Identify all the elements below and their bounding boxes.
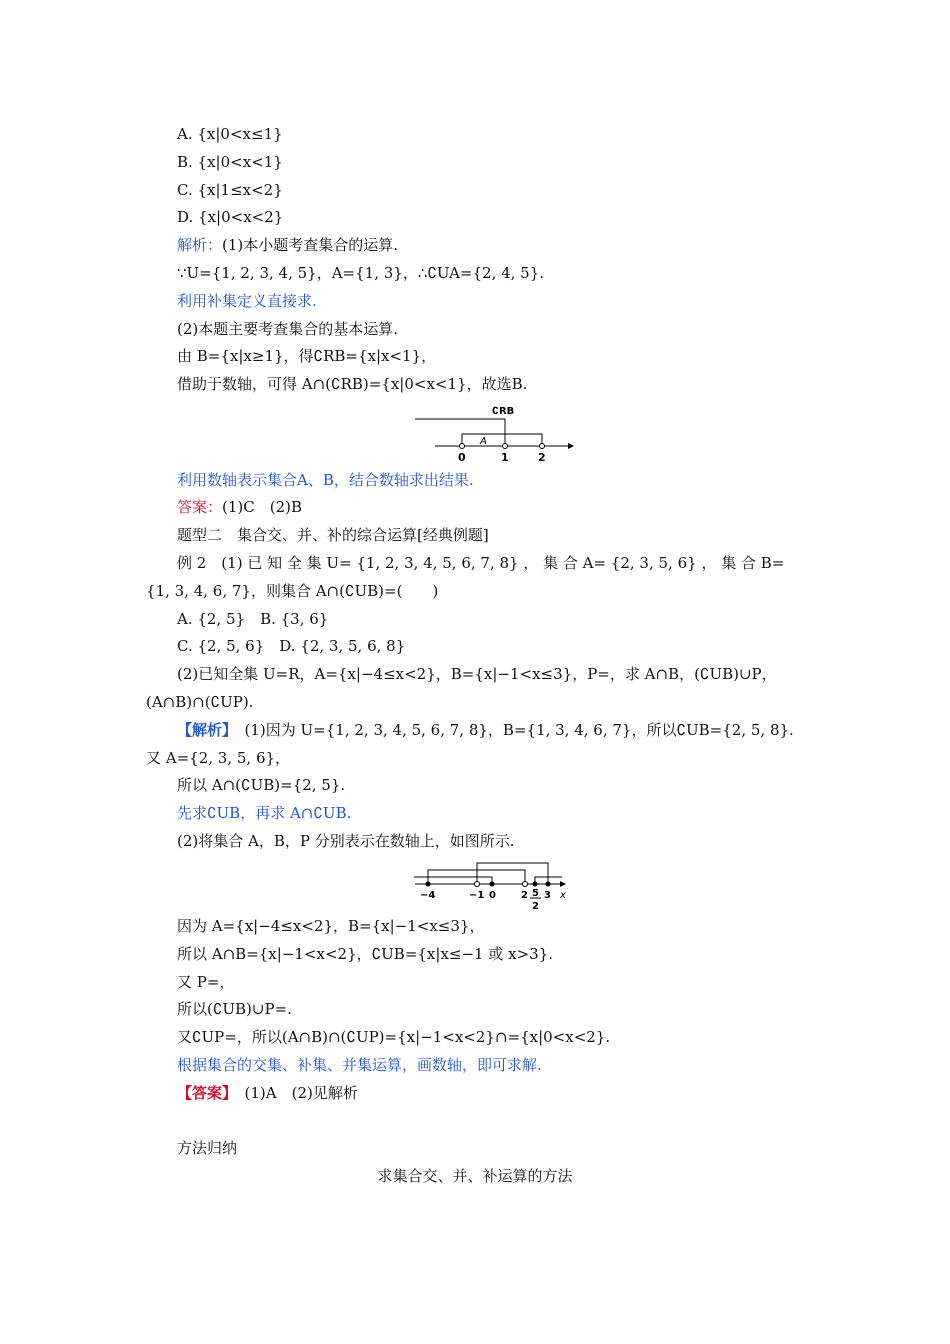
solution-2-tip1: 先求∁UB，再求 A∩∁UB.	[177, 804, 352, 822]
solution-1-tip: 利用数轴表示集合A、B，结合数轴求出结果.	[177, 471, 474, 489]
option-d: D. {x|0<x<2}	[177, 208, 284, 226]
solution-part2-head: (2)本题主要考查集合的基本运算.	[177, 320, 399, 338]
example-2-line2: {1, 3, 4, 6, 7}，则集合 A∩(∁UB)=( )	[146, 582, 439, 600]
solution-2-line7: 又 P=，	[177, 973, 235, 991]
axis-arrow	[568, 443, 574, 449]
axis-label-x: x	[560, 890, 566, 901]
complement-b-bracket	[415, 419, 505, 446]
example-2-part2-line1: (2)已知全集 U=R，A={x|−4≤x<2}，B={x|−1<x≤3}，P=，求 A∩B，(∁UB)∪P，	[177, 665, 777, 683]
tick-2: 2	[521, 890, 528, 901]
solution-2-text1: (1)因为 U={1, 2, 3, 4, 5, 6, 7, 8}，B={1, 3, 4, 6, 7}，所以∁UB={2, 5, 8}.	[229, 721, 794, 739]
method-title: 求集合交、并、补运算的方法	[377, 1167, 573, 1185]
solution-part2-line1: 由 B={x|x≥1}，得∁RB={x|x<1}，	[177, 347, 437, 365]
tick-5-over-2-numerator: 5	[532, 888, 539, 899]
open-point-1	[503, 444, 508, 449]
set-a-label: A	[480, 436, 487, 447]
open-point-2	[523, 882, 528, 887]
solution-part1-head: (1)本小题考查集合的运算.	[222, 236, 399, 254]
solution-2-tip2: 根据集合的交集、补集、并集运算，画数轴，即可求解.	[177, 1056, 542, 1074]
complement-b-label: ∁RB	[492, 406, 515, 417]
open-point-0	[460, 444, 465, 449]
tick-2: 2	[538, 451, 546, 464]
solution-part1-line: ∵U={1, 2, 3, 4, 5}，A={1, 3}，∴∁UA={2, 4, 5}.	[177, 264, 545, 282]
answer-2	[177, 1083, 358, 1103]
closed-point-3	[546, 882, 551, 887]
answer-1	[177, 497, 302, 517]
example-2-part2-line2: (A∩B)∩(∁UP).	[146, 693, 254, 711]
axis-arrow	[560, 881, 566, 887]
option-c: C. {x|1≤x<2}	[177, 181, 283, 199]
open-point-2	[540, 444, 545, 449]
solution-2-line6: 所以 A∩B={x|−1<x<2}，∁UB={x|x≤−1 或 x>3}.	[177, 945, 554, 963]
number-line-figure-1	[410, 400, 580, 466]
tick-neg4: −4	[420, 890, 436, 901]
set-b-bracket	[477, 863, 548, 884]
solution-label: 解析：	[177, 236, 223, 254]
tick-neg1: −1	[469, 890, 485, 901]
solution-2-line5: 因为 A={x|−4≤x<2}，B={x|−1<x≤3}，	[177, 917, 485, 935]
closed-point-5-2	[533, 882, 538, 887]
choices-row-1: A. {2, 5} B. {3, 6}	[177, 610, 329, 628]
option-a: A. {x|0<x≤1}	[177, 125, 283, 143]
answer-value: (1)C (2)B	[222, 498, 303, 516]
answer-2-value: (1)A (2)见解析	[229, 1084, 358, 1102]
solution-2-line4: (2)将集合 A，B，P 分别表示在数轴上，如图所示.	[177, 832, 515, 850]
choices-row-2: C. {2, 5, 6} D. {2, 3, 5, 6, 8}	[177, 637, 406, 655]
method-heading: 方法归纳	[177, 1139, 238, 1157]
solution-part2-line2: 借助于数轴，可得 A∩(∁RB)={x|0<x<1}，故选B.	[177, 375, 528, 393]
tick-1: 1	[501, 451, 509, 464]
solution-1-head	[177, 235, 398, 255]
solution-2-line1	[177, 720, 794, 740]
closed-point-neg4	[426, 882, 431, 887]
tick-0: 0	[489, 890, 496, 901]
set-a-bracket	[462, 434, 542, 446]
solution-2-line2: 又 A={2, 3, 5, 6}，	[146, 749, 291, 767]
tick-3: 3	[544, 890, 551, 901]
number-line-figure-2	[410, 860, 575, 912]
answer-2-label: 【答案】	[177, 1084, 230, 1102]
type-2-heading: 题型二 集合交、并、补的综合运算[经典例题]	[177, 526, 489, 544]
option-b: B. {x|0<x<1}	[177, 153, 283, 171]
set-p-bracket-left	[414, 877, 492, 884]
solution-part1-tip: 利用补集定义直接求.	[177, 292, 317, 310]
example-2-line1: 例 2 (1) 已 知 全 集 U= {1, 2, 3, 4, 5, 6, 7, 8} ， 集 合 A= {2, 3, 5, 6} ， 集 合 B=	[177, 554, 785, 572]
tick-5-over-2-denominator: 2	[532, 901, 539, 912]
tick-0: 0	[458, 451, 466, 464]
solution-2-line3: 所以 A∩(∁UB)={2, 5}.	[177, 776, 346, 794]
solution-2-label: 【解析】	[177, 721, 230, 739]
closed-point-0	[490, 882, 495, 887]
open-point-neg1	[475, 882, 480, 887]
answer-label: 答案：	[177, 498, 223, 516]
solution-2-line9: 又∁UP=，所以(A∩B)∩(∁UP)={x|−1<x<2}∩={x|0<x<2}.	[177, 1028, 611, 1046]
solution-2-line8: 所以(∁UB)∪P=.	[177, 1000, 292, 1018]
